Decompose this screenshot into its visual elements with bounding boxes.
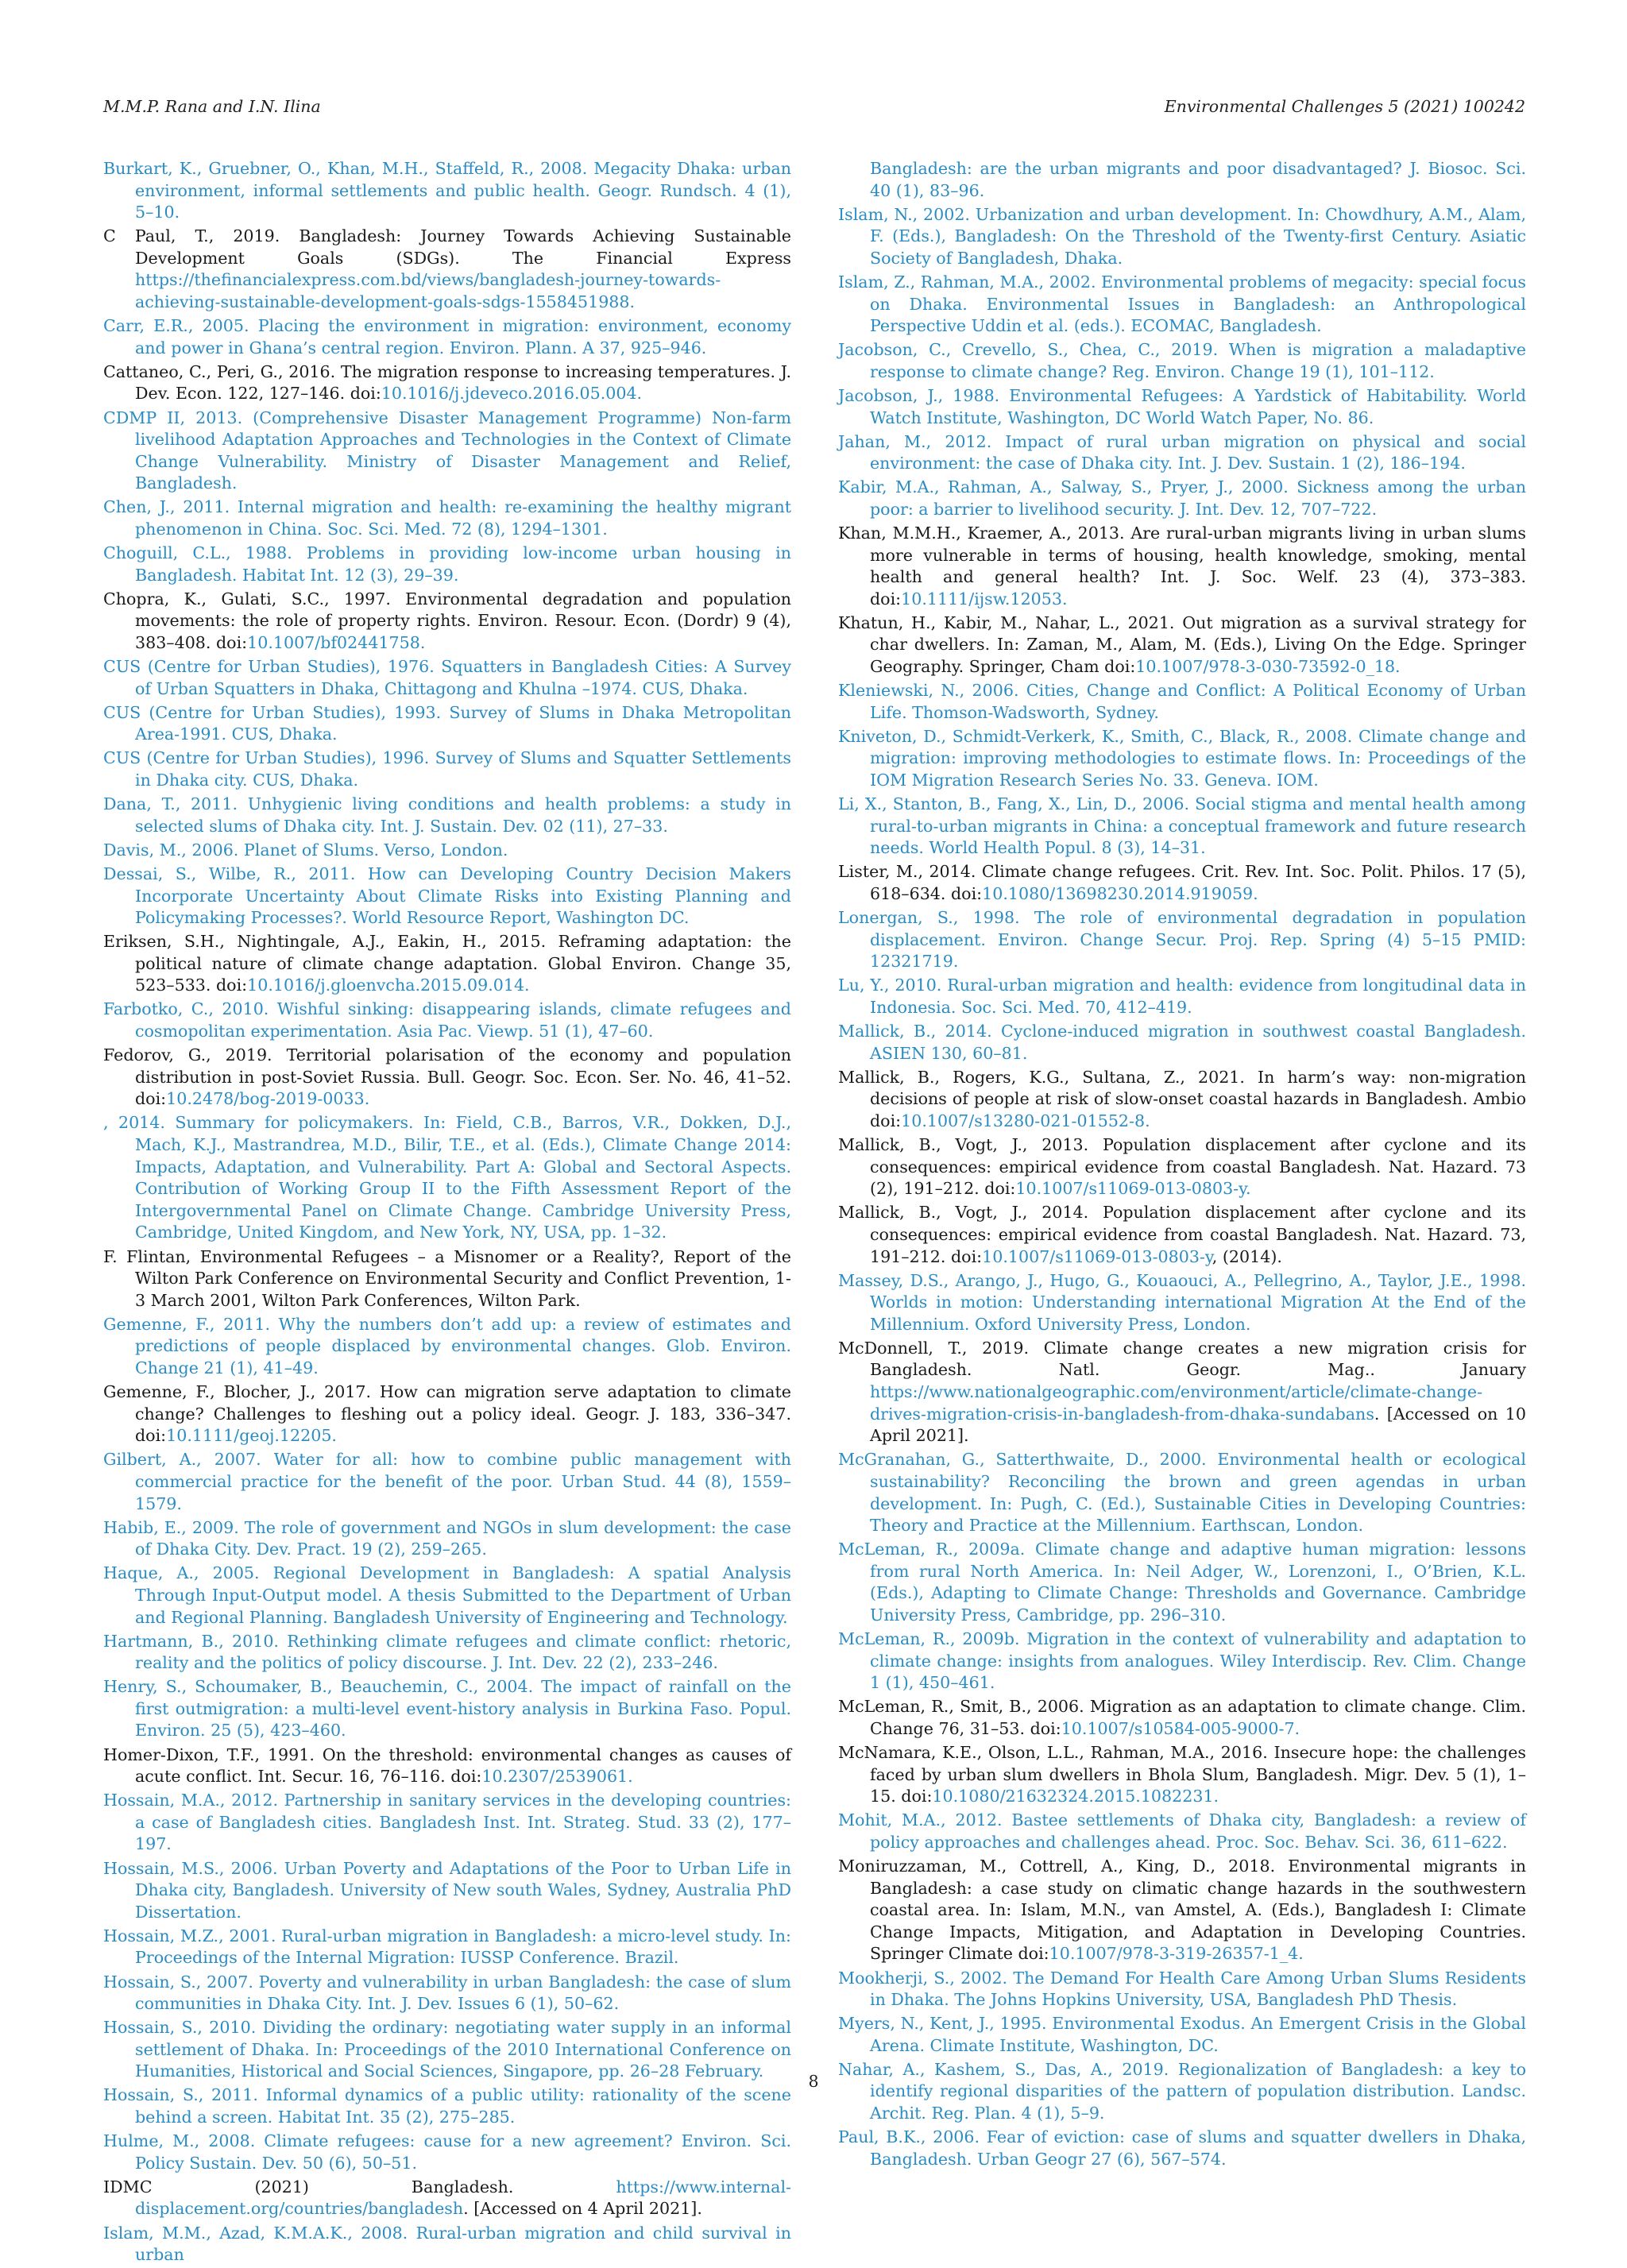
reference-entry[interactable] [103,1112,791,1244]
reference-text: Hossain, S., 2011. Informal dynamics of a public utility: rationality of the scene behind a screen. Habitat Int. 35 (2), 275–285. [103,2085,791,2127]
reference-text: Dessai, S., Wilbe, R., 2011. How can Developing Country Decision Makers Incorporate Uncertainty About Climate Risks into Existing Planning and Policymaking Processes?. World Resource Report, Washington DC. [103,864,791,928]
reference-text: Mallick, B., Rogers, K.G., Sultana, Z., 2021. In harm’s way: non-migration decisions of people at risk of slow-onset coastal hazards in Bangladesh. Ambio doi: [838,1067,1526,1130]
reference-doi-link[interactable]: 10.2307/2539061. [481,1767,633,1787]
reference-text: Gemenne, F., Blocher, J., 2017. How can migration serve adaptation to climate change? Challenges to fleshing out a policy ideal. Geogr. J. 183, 336–347. doi: [103,1382,791,1446]
reference-doi-link[interactable]: https://www.internal-displacement.org/countries/bangladesh [135,2177,791,2219]
reference-text: CUS (Centre for Urban Studies), 1996. Survey of Slums and Squatter Settlements in Dhaka city. CUS, Dhaka. [103,748,791,790]
reference-entry[interactable] [103,1449,791,1515]
reference-text: Lonergan, S., 1998. The role of environmental degradation in population displacement. Environ. Change Secur. Proj. Rep. Spring (4) 5–15 PMID: 12321719. [838,908,1526,972]
reference-doi-link[interactable]: https://www.nationalgeographic.com/environment/article/climate-change-drives-migration-crisis-in-bangladesh-from-dhaka-sundabans [870,1382,1483,1424]
running-header [103,97,1525,116]
reference-entry[interactable] [103,158,791,224]
reference-text: Hossain, M.A., 2012. Partnership in sanitary services in the developing countries: a case of Bangladesh cities. Bangladesh Inst. Int. Strateg. Stud. 33 (2), 177–197. [103,1791,791,1854]
reference-text: Gilbert, A., 2007. Water for all: how to combine public management with commercial practice for the benefit of the poor. Urban Stud. 44 (8), 1559–1579. [103,1450,791,1513]
reference-entry[interactable] [103,1631,791,1675]
reference-text: Burkart, K., Gruebner, O., Khan, M.H., Staffeld, R., 2008. Megacity Dhaka: urban environment, informal settlements and public health. Geogr. Rundsch. 4 (1), 5–10. [103,159,791,222]
reference-entry [838,612,1526,678]
reference-text: Mookherji, S., 2002. The Demand For Health Care Among Urban Slums Residents in Dhaka. The Johns Hopkins University, USA, Bangladesh PhD Thesis. [838,1968,1526,2010]
reference-text: Homer-Dixon, T.F., 1991. On the threshold: environmental changes as causes of acute conflict. Int. Secur. 16, 76–116. doi: [103,1744,791,1787]
reference-text: Hossain, M.Z., 2001. Rural-urban migration in Bangladesh: a micro-level study. In: Proceedings of the Internal Migration: IUSSP Conference. Brazil. [103,1926,791,1968]
reference-text: Paul, B.K., 2006. Fear of eviction: case of slums and squatter dwellers in Dhaka, Bangladesh. Urban Geogr 27 (6), 567–574. [838,2127,1526,2169]
reference-doi-link[interactable]: 10.1007/978-3-319-26357-1_4. [1049,1944,1304,1964]
header-authors: M.M.P. Rana and I.N. Ilina [103,97,321,116]
reference-text: McDonnell, T., 2019. Climate change creates a new migration crisis for Bangladesh. Natl. Geogr. Mag.. January [838,1338,1526,1380]
reference-entry[interactable] [103,2223,791,2266]
reference-entry[interactable] [838,385,1526,429]
reference-doi-link[interactable]: 10.1080/13698230.2014.919059. [982,884,1258,903]
reference-entry [838,1856,1526,1965]
reference-text: Jacobson, C., Crevello, S., Chea, C., 2019. When is migration a maladaptive response to climate change? Reg. Environ. Change 19 (1), 101–112. [838,340,1526,381]
reference-text: Mallick, B., Vogt, J., 2013. Population displacement after cyclone and its consequences: empirical evidence from coastal Bangladesh. Nat. Hazard. 73 (2), 191–212. doi: [838,1135,1526,1199]
reference-text: Cattaneo, C., Peri, G., 2016. The migration response to increasing temperatures. J. Dev. Econ. 122, 127–146. doi: [103,361,791,404]
reference-entry[interactable] [103,2084,791,2128]
reference-entry[interactable] [103,1858,791,1924]
reference-text: , 2014. Summary for policymakers. In: Field, C.B., Barros, V.R., Dokken, D.J., Mach, K.J., Mastrandrea, M.D., Bilir, T.E., et al. (Eds.), Climate Change 2014: Impacts, Adaptation, and Vulnerability. Part A: Global and Sectoral Aspects. Contribution of Working Group II to the Fifth Assessment Report of the Intergovernmental Panel on Climate Change. Cambridge University Press, Cambridge, United Kingdom, and New York, NY, USA, pp. 1–32. [103,1113,791,1242]
reference-text: Choguill, C.L., 1988. Problems in providing low-income urban housing in Bangladesh. Habitat Int. 12 (3), 29–39. [103,543,791,585]
reference-text: Eriksen, S.H., Nightingale, A.J., Eakin, H., 2015. Reframing adaptation: the political nature of climate change adaptation. Global Environ. Change 35, 523–533. doi: [103,932,791,995]
reference-text: Jacobson, J., 1988. Environmental Refugees: A Yardstick of Habitability. World Watch Institute, Washington, DC World Watch Paper, No. 86. [838,385,1526,427]
reference-entry[interactable] [838,2059,1526,2125]
reference-text: Moniruzzaman, M., Cottrell, A., King, D., 2018. Environmental migrants in Bangladesh: a case study on climatic change hazards in the southwestern coastal area. In: Islam, M.N., van Amstel, A. (Eds.), Bangladesh I: Climate Change Impacts, Mitigation, and Adaptation in Developing Countries. Springer Climate doi: [838,1857,1526,1964]
reference-entry[interactable] [103,1676,791,1742]
reference-text: Hossain, S., 2010. Dividing the ordinary: negotiating water supply in an informal settlement of Dhaka. In: Proceedings of the 2010 International Conference on Humanities, Historical and Social Sciences, Singapore, pp. 26–28 February. [103,2018,791,2081]
reference-doi-link[interactable]: 10.1016/j.jdeveco.2016.05.004. [381,384,643,404]
reference-entry [838,1338,1526,1447]
reference-entry[interactable] [103,543,791,586]
reference-text: Khan, M.M.H., Kraemer, A., 2013. Are rural-urban migrants living in urban slums more vulnerable in terms of housing, health knowledge, smoking, mental health and general health? Int. J. Soc. Welf. 23 (4), 373–383. doi: [838,524,1526,609]
reference-text: Habib, E., 2009. The role of government and NGOs in slum development: the case of Dhaka City. Dev. Pract. 19 (2), 259–265. [103,1517,791,1559]
reference-text: Farbotko, C., 2010. Wishful sinking: disappearing islands, climate refugees and cosmopolitan experimentation. Asia Pac. Viewp. 51 (1), 47–60. [103,999,791,1041]
reference-doi-link[interactable]: 10.1111/geoj.12205. [166,1426,337,1446]
reference-entry[interactable] [103,1926,791,1969]
reference-entry [103,1246,791,1312]
reference-entry[interactable] [838,794,1526,860]
reference-entry[interactable] [838,477,1526,520]
reference-text: Hulme, M., 2008. Climate refugees: cause for a new agreement? Environ. Sci. Policy Sustain. Dev. 50 (6), 50–51. [103,2131,791,2173]
reference-text: Haque, A., 2005. Regional Development in Bangladesh: A spatial Analysis Through Input-Output model. A thesis Submitted to the Department of Urban and Regional Planning. Bangladesh University of Engineering and Technology. [103,1563,791,1627]
reference-text: Hossain, M.S., 2006. Urban Poverty and Adaptations of the Poor to Urban Life in Dhaka city, Bangladesh. University of New south Wales, Sydney, Australia PhD Dissertation. [103,1858,791,1922]
reference-text: Carr, E.R., 2005. Placing the environment in migration: environment, economy and power in Ghana’s central region. Environ. Plann. A 37, 925–946. [103,316,791,357]
reference-text: Khatun, H., Kabir, M., Nahar, L., 2021. Out migration as a survival strategy for char dwellers. In: Zaman, M., Alam, M. (Eds.), Living On the Edge. Springer Geography. Springer, Cham doi: [838,612,1526,677]
reference-doi-link[interactable]: https://thefinancialexpress.com.bd/views/bangladesh-journey-towards-achieving-sustainable-development-goals-sdgs-1558451988. [135,270,721,312]
reference-entry [838,1134,1526,1200]
reference-entry [103,931,791,997]
reference-entry[interactable] [838,1629,1526,1694]
reference-text: McNamara, K.E., Olson, L.L., Rahman, M.A., 2016. Insecure hope: the challenges faced by urban slum dwellers in Bhola Slum, Bangladesh. Migr. Dev. 5 (1), 1–15. doi: [838,1743,1526,1806]
reference-entry [838,1742,1526,1808]
reference-text: McGranahan, G., Satterthwaite, D., 2000. Environmental health or ecological sustainability? Reconciling the brown and green agendas in urban development. In: Pugh, C. (Ed.), Sustainable Cities in Developing Countries: Theory and Practice at the Millennium. Earthscan, London. [838,1450,1526,1536]
reference-text: McLeman, R., 2009a. Climate change and adaptive human migration: lessons from rural North America. In: Neil Adger, W., Lorenzoni, I., O’Brien, K.L. (Eds.), Adapting to Climate Change: Thresholds and Governance. Cambridge University Press, Cambridge, pp. 296–310. [838,1540,1526,1625]
reference-entry[interactable] [838,680,1526,724]
reference-entry [838,523,1526,610]
reference-entry[interactable] [103,748,791,791]
reference-doi-link[interactable]: 10.1007/bf02441758. [247,632,426,652]
reference-entry [103,2177,791,2220]
reference-entry [103,589,791,655]
reference-text: Islam, N., 2002. Urbanization and urban development. In: Chowdhury, A.M., Alam, F. (Eds.), Bangladesh: On the Threshold of the Twenty-first Century. Asiatic Society of Bangladesh, Dhaka. [838,204,1526,268]
reference-entry[interactable] [103,315,791,359]
references-left-column [103,158,791,2268]
reference-text: C Paul, T., 2019. Bangladesh: Journey Towards Achieving Sustainable Development Goals (SDGs). The Financial Express [103,226,791,268]
reference-text: Mohit, M.A., 2012. Bastee settlements of Dhaka city, Bangladesh: a review of policy approaches and challenges ahead. Proc. Soc. Behav. Sci. 36, 611–622. [838,1810,1526,1852]
reference-entry[interactable] [838,204,1526,270]
reference-text: Chopra, K., Gulati, S.C., 1997. Environmental degradation and population movements: the role of property rights. Environ. Resour. Econ. (Dordr) 9 (4), 383–408. doi: [103,589,791,652]
reference-text: Dana, T., 2011. Unhygienic living conditions and health problems: a study in selected slums of Dhaka city. Int. J. Sustain. Dev. 02 (11), 27–33. [103,794,791,836]
reference-entry [103,361,791,405]
reference-doi-link[interactable]: 10.1016/j.gloenvcha.2015.09.014. [247,976,530,995]
reference-entry[interactable] [838,2013,1526,2057]
reference-tail: . [Accessed on 10 April 2021]. [870,1404,1526,1446]
reference-text: Jahan, M., 2012. Impact of rural urban migration on physical and social environment: the case of Dhaka city. Int. J. Dev. Sustain. 1 (2), 186–194. [838,431,1526,473]
reference-text: Bangladesh: are the urban migrants and poor disadvantaged? J. Biosoc. Sci. 40 (1), 83–96. [870,159,1526,200]
reference-entry [838,1202,1526,1268]
reference-text: Mallick, B., 2014. Cyclone-induced migration in southwest coastal Bangladesh. ASIEN 130, 60–81. [838,1022,1526,1063]
page-number: 8 [808,2072,819,2091]
reference-text: McLeman, R., 2009b. Migration in the context of vulnerability and adaptation to climate change: insights from analogues. Wiley Interdiscip. Rev. Clim. Change 1 (1), 450–461. [838,1629,1526,1693]
reference-entry[interactable] [838,431,1526,475]
reference-entry[interactable] [103,702,791,746]
reference-doi-link[interactable]: 10.1080/21632324.2015.1082231. [932,1787,1219,1806]
reference-entry[interactable] [838,975,1526,1018]
reference-text: Kabir, M.A., Rahman, A., Salway, S., Pryer, J., 2000. Sickness among the urban poor: a barrier to livelihood security. J. Int. Dev. 12, 707–722. [838,477,1526,519]
reference-doi-link[interactable]: 10.1007/s13280-021-01552-8. [901,1111,1150,1130]
reference-tail: , (2014). [1212,1246,1282,1266]
reference-doi-link[interactable]: 10.2478/bog-2019-0033. [166,1089,370,1109]
reference-doi-link[interactable]: 10.1111/ijsw.12053. [901,589,1068,609]
reference-text: Kniveton, D., Schmidt-Verkerk, K., Smith, C., Black, R., 2008. Climate change and migration: improving methodologies to estimate flows. In: Proceedings of the IOM Migration Research Series No. 33. Geneva. IOM. [838,726,1526,790]
reference-text: Islam, Z., Rahman, M.A., 2002. Environmental problems of megacity: special focus on Dhaka. Environmental Issues in Bangladesh: an Anthropological Perspective Uddin et al. (eds.). ECOMAC, Bangladesh. [838,272,1526,336]
reference-entry [103,1381,791,1447]
reference-entry[interactable] [103,1972,791,2015]
reference-tail: . [Accessed on 4 April 2021]. [463,2199,702,2219]
reference-text: McLeman, R., Smit, B., 2006. Migration as an adaptation to climate change. Clim. Change 76, 31–53. doi: [838,1697,1526,1738]
reference-entry[interactable] [838,1539,1526,1626]
reference-text: Lister, M., 2014. Climate change refugees. Crit. Rev. Int. Soc. Polit. Philos. 17 (5), 618–634. doi: [838,862,1526,903]
reference-doi-link[interactable]: 10.1007/978-3-030-73592-0_18. [1135,657,1401,677]
reference-entry [103,226,791,313]
reference-text: CUS (Centre for Urban Studies), 1993. Survey of Slums in Dhaka Metropolitan Area-1991. CUS, Dhaka. [103,702,791,744]
reference-text: Li, X., Stanton, B., Fang, X., Lin, D., 2006. Social stigma and mental health among rural-to-urban migrants in China: a conceptual framework and future research needs. World Health Popul. 8 (3), 14–31. [838,794,1526,858]
reference-entry[interactable] [103,840,791,862]
reference-entry[interactable] [103,2131,791,2174]
header-journal: Environmental Challenges 5 (2021) 100242 [1164,97,1525,116]
reference-text: Gemenne, F., 2011. Why the numbers don’t add up: a review of estimates and predictions of people displaced by environmental changes. Glob. Environ. Change 21 (1), 41–49. [103,1314,791,1377]
reference-entry[interactable] [838,339,1526,383]
reference-text: Mallick, B., Vogt, J., 2014. Population displacement after cyclone and its consequences: empirical evidence from coastal Bangladesh. Nat. Hazard. 73, 191–212. doi: [838,1203,1526,1266]
reference-doi-link[interactable]: 10.1007/s10584-005-9000-7. [1061,1718,1300,1738]
reference-text: Myers, N., Kent, J., 1995. Environmental Exodus. An Emergent Crisis in the Global Arena. Climate Institute, Washington, DC. [838,2014,1526,2055]
reference-doi-link[interactable]: 10.1007/s11069-013-0803-y [982,1246,1212,1266]
reference-doi-link[interactable]: 10.1007/s11069-013-0803-y. [1015,1179,1251,1199]
reference-entry [838,1067,1526,1133]
reference-entry[interactable] [838,1968,1526,2011]
reference-entry[interactable] [838,1810,1526,1853]
reference-entry[interactable] [838,726,1526,792]
reference-entry [103,1045,791,1111]
reference-text: Massey, D.S., Arango, J., Hugo, G., Kouaouci, A., Pellegrino, A., Taylor, J.E., 1998. Worlds in motion: Understanding international Migration At the End of the Millennium. Oxford University Press, London. [838,1270,1526,1334]
reference-entry[interactable] [103,1517,791,1561]
reference-entry [838,1696,1526,1740]
reference-text: Lu, Y., 2010. Rural-urban migration and health: evidence from longitudinal data in Indonesia. Soc. Sci. Med. 70, 412–419. [838,976,1526,1017]
reference-entry[interactable] [103,999,791,1042]
reference-text: F. Flintan, Environmental Refugees – a Misnomer or a Reality?, Report of the Wilton Park Conference on Environmental Security and Conflict Prevention, 1-3 March 2001, Wilton Park Conferences, Wilton Park. [103,1246,791,1310]
reference-text: Fedorov, G., 2019. Territorial polarisation of the economy and population distribution in post-Soviet Russia. Bull. Geogr. Soc. Econ. Ser. No. 46, 41–52. doi: [103,1045,791,1109]
reference-entry[interactable] [103,1790,791,1856]
reference-entry[interactable] [838,158,1526,202]
reference-entry[interactable] [838,2127,1526,2170]
reference-entry[interactable] [838,1449,1526,1536]
reference-text: Davis, M., 2006. Planet of Slums. Verso, London. [103,840,508,860]
reference-entry [103,1744,791,1788]
reference-entry[interactable] [838,907,1526,973]
reference-text: Chen, J., 2011. Internal migration and health: re-examining the healthy migrant phenomenon in China. Soc. Sci. Med. 72 (8), 1294–1301. [103,497,791,539]
reference-entry[interactable] [103,1563,791,1629]
reference-text: CDMP II, 2013. (Comprehensive Disaster Management Programme) Non-farm livelihood Adaptation Approaches and Technologies in the Context of Climate Change Vulnerability. Ministry of Disaster Management and Relief, Bangladesh. [103,408,791,493]
reference-entry[interactable] [103,794,791,837]
reference-text: IDMC (2021) Bangladesh. [103,2177,616,2197]
references-right-column [838,158,1526,2173]
reference-entry[interactable] [103,496,791,540]
reference-entry[interactable] [103,656,791,700]
reference-text: Kleniewski, N., 2006. Cities, Change and Conflict: A Political Economy of Urban Life. Thomson-Wadsworth, Sydney. [838,681,1526,722]
reference-text: Hossain, S., 2007. Poverty and vulnerability in urban Bangladesh: the case of slum communities in Dhaka City. Int. J. Dev. Issues 6 (1), 50–62. [103,1972,791,2014]
reference-entry[interactable] [103,864,791,929]
reference-entry[interactable] [103,408,791,495]
reference-entry[interactable] [838,1021,1526,1064]
reference-text: Henry, S., Schoumaker, B., Beauchemin, C., 2004. The impact of rainfall on the first outmigration: a multi-level event-history analysis in Burkina Faso. Popul. Environ. 25 (5), 423–460. [103,1677,791,1741]
reference-entry[interactable] [838,272,1526,338]
reference-entry[interactable] [838,1270,1526,1336]
reference-text: Hartmann, B., 2010. Rethinking climate refugees and climate conflict: rhetoric, reality and the politics of policy discourse. J. Int. Dev. 22 (2), 233–246. [103,1631,791,1673]
reference-text: CUS (Centre for Urban Studies), 1976. Squatters in Bangladesh Cities: A Survey of Urban Squatters in Dhaka, Chittagong and Khulna –1974. CUS, Dhaka. [103,657,791,698]
reference-text: Islam, M.M., Azad, K.M.A.K., 2008. Rural-urban migration and child survival in urban [103,2223,791,2265]
reference-entry[interactable] [103,1314,791,1380]
reference-entry [838,861,1526,905]
reference-text: Nahar, A., Kashem, S., Das, A., 2019. Regionalization of Bangladesh: a key to identify regional disparities of the pattern of population distribution. Landsc. Archit. Reg. Plan. 4 (1), 5–9. [838,2059,1526,2123]
